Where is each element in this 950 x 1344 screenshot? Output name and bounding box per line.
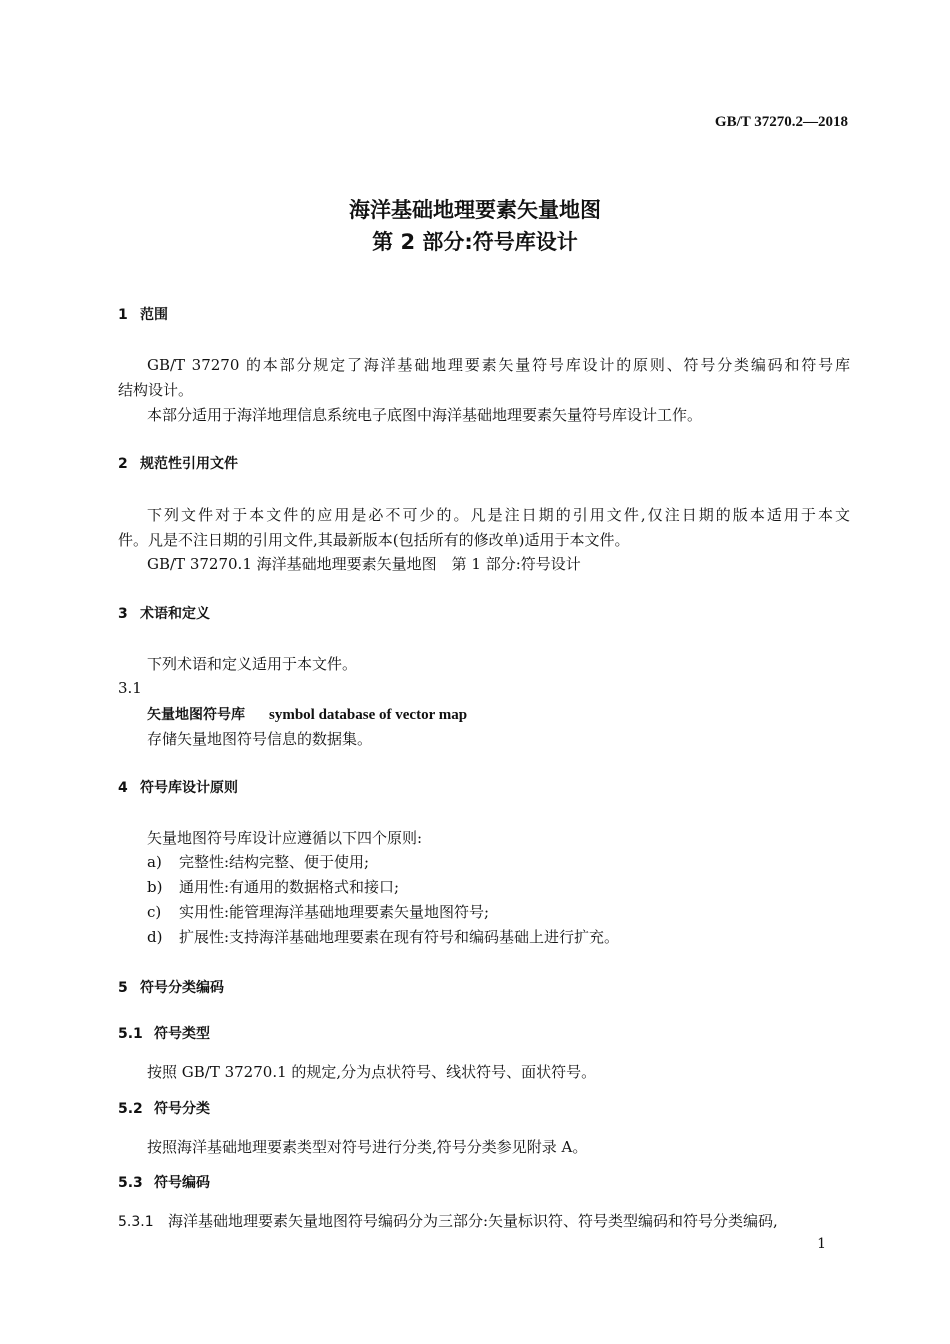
paragraph: 矢量地图符号库设计应遵循以下四个原则: — [147, 829, 423, 847]
list-item: d) 扩展性:支持海洋基础地理要素在现有符号和编码基础上进行扩充。 — [147, 928, 620, 946]
page-number: 1 — [817, 1236, 826, 1252]
paragraph: 按照海洋基础地理要素类型对符号进行分类,符号分类参见附录 A。 — [147, 1138, 588, 1156]
section-2-heading: 2 规范性引用文件 — [118, 456, 238, 472]
section-5-2-heading: 5.2 符号分类 — [118, 1101, 210, 1117]
section-5-1-heading: 5.1 符号类型 — [118, 1026, 210, 1042]
title-line-1: 海洋基础地理要素矢量地图 — [349, 198, 601, 222]
paragraph: 下列文件对于本文件的应用是必不可少的。凡是注日期的引用文件,仅注日期的版本适用于本文 — [147, 506, 850, 524]
section-1-heading: 1 范围 — [118, 307, 168, 323]
section-5-heading: 5 符号分类编码 — [118, 980, 224, 996]
paragraph: 结构设计。 — [118, 381, 194, 399]
term-number: 3.1 — [118, 679, 142, 697]
term-definition: 存储矢量地图符号信息的数据集。 — [147, 730, 373, 748]
section-5-3-heading: 5.3 符号编码 — [118, 1175, 210, 1191]
list-item: a) 完整性:结构完整、便于使用; — [147, 853, 370, 871]
paragraph: 本部分适用于海洋地理信息系统电子底图中海洋基础地理要素矢量符号库设计工作。 — [147, 406, 703, 424]
section-3-heading: 3 术语和定义 — [118, 606, 210, 622]
paragraph: GB/T 37270 的本部分规定了海洋基础地理要素矢量符号库设计的原则、符号分类编码和符号库 — [147, 356, 850, 374]
paragraph: 按照 GB/T 37270.1 的规定,分为点状符号、线状符号、面状符号。 — [147, 1063, 597, 1081]
term-entry: 矢量地图符号库 symbol database of vector map — [147, 707, 468, 723]
paragraph: 件。凡是不注日期的引用文件,其最新版本(包括所有的修改单)适用于本文件。 — [118, 531, 630, 549]
list-item: c) 实用性:能管理海洋基础地理要素矢量地图符号; — [147, 903, 490, 921]
clause-5-3-1: 5.3.1 海洋基础地理要素矢量地图符号编码分为三部分:矢量标识符、符号类型编码和符号分类编码, — [118, 1212, 778, 1230]
normative-reference: GB/T 37270.1 海洋基础地理要素矢量地图 第 1 部分:符号设计 — [147, 555, 581, 573]
list-item: b) 通用性:有通用的数据格式和接口; — [147, 878, 400, 896]
document-code: GB/T 37270.2—2018 — [714, 114, 848, 130]
paragraph: 下列术语和定义适用于本文件。 — [147, 655, 358, 673]
title-line-2: 第 2 部分:符号库设计 — [372, 230, 578, 254]
section-4-heading: 4 符号库设计原则 — [118, 780, 238, 796]
